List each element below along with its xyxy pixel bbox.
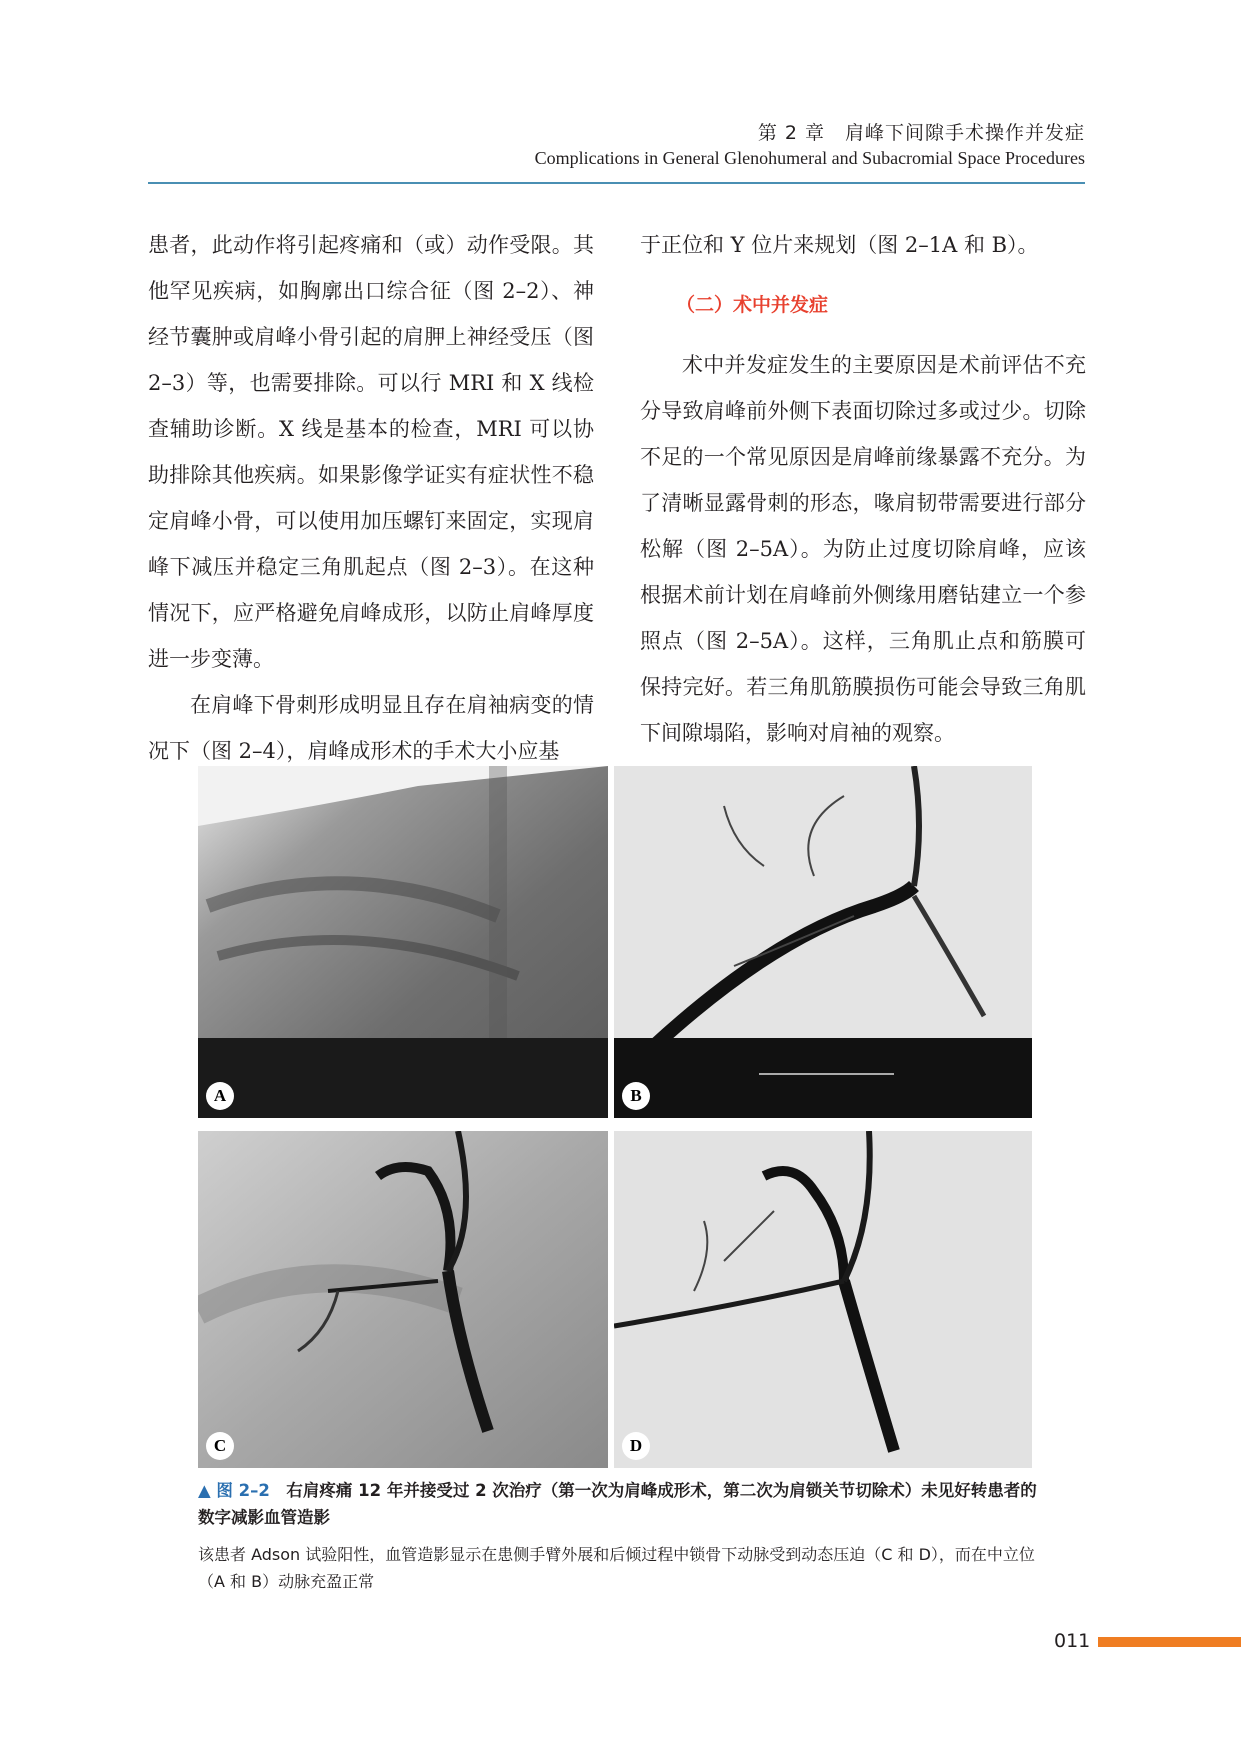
chapter-title-en: Complications in General Glenohumeral and Subacromial Space Procedures xyxy=(534,148,1085,168)
chapter-title-zh: 第 2 章 肩峰下间隙手术操作并发症 xyxy=(757,122,1085,144)
left-paragraph-1: 患者，此动作将引起疼痛和（或）动作受限。其他罕见疾病，如胸廓出口综合征（图 2–2）、神经节囊肿或肩峰小骨引起的肩胛上神经受压（图 2–3）等，也需要排除。可以行 MRI 和 X 线检查辅助诊断。X 线是基本的检查，MRI 可以协助排除其他疾病。如果影像学证实有症状性不稳定肩峰小骨，可以使用加压螺钉来固定，实现肩峰下减压并稳定三角肌起点（图 2–3）。在这种情况下，应严格避免肩峰成形，以防止肩峰厚度进一步变薄。 xyxy=(148,233,594,671)
right-paragraph-1: 于正位和 Y 位片来规划（图 2–1A 和 B）。 xyxy=(640,233,1039,257)
angiogram-d-image xyxy=(614,1131,1032,1468)
panel-label-d: D xyxy=(622,1432,650,1460)
figure-caption-title xyxy=(198,1477,1038,1531)
panel-label-b: B xyxy=(622,1082,650,1110)
figure-title-text: 右肩疼痛 12 年并接受过 2 次治疗（第一次为肩峰成形术，第二次为肩锁关节切除术）未见好转患者的数字减影血管造影 xyxy=(198,1481,1037,1527)
page-number: 011 xyxy=(1054,1630,1091,1652)
right-column xyxy=(640,222,1086,756)
page-accent-bar xyxy=(1098,1637,1241,1647)
angiogram-c-image xyxy=(198,1131,608,1468)
left-column xyxy=(148,222,594,774)
radiograph-a-image xyxy=(198,766,608,1118)
angiogram-b-image xyxy=(614,766,1032,1118)
figure-panel-d xyxy=(614,1131,1032,1468)
panel-label-a: A xyxy=(206,1082,234,1110)
panel-label-c: C xyxy=(206,1432,234,1460)
figure-caption-body: 该患者 Adson 试验阳性，血管造影显示在患侧手臂外展和后倾过程中锁骨下动脉受到动态压迫（C 和 D），而在中立位（A 和 B）动脉充盈正常 xyxy=(198,1545,1035,1591)
section-heading: （二）术中并发症 xyxy=(676,294,829,316)
header-rule xyxy=(148,182,1085,184)
figure-panel-c xyxy=(198,1131,608,1468)
left-paragraph-2: 在肩峰下骨刺形成明显且存在肩袖病变的情况下（图 2–4），肩峰成形术的手术大小应基 xyxy=(148,693,594,763)
figure-panel-b xyxy=(614,766,1032,1118)
figure-panel-a xyxy=(198,766,608,1118)
right-paragraph-2: 术中并发症发生的主要原因是术前评估不充分导致肩峰前外侧下表面切除过多或过少。切除不足的一个常见原因是肩峰前缘暴露不充分。为了清晰显露骨刺的形态，喙肩韧带需要进行部分松解（图 2–5A）。为防止过度切除肩峰，应该根据术前计划在肩峰前外侧缘用磨钻建立一个参照点（图 2–5A）。这样，三角肌止点和筋膜可保持完好。若三角肌筋膜损伤可能会导致三角肌下间隙塌陷，影响对肩袖的观察。 xyxy=(640,353,1086,745)
figure-number: ▲ 图 2–2 xyxy=(198,1481,270,1500)
